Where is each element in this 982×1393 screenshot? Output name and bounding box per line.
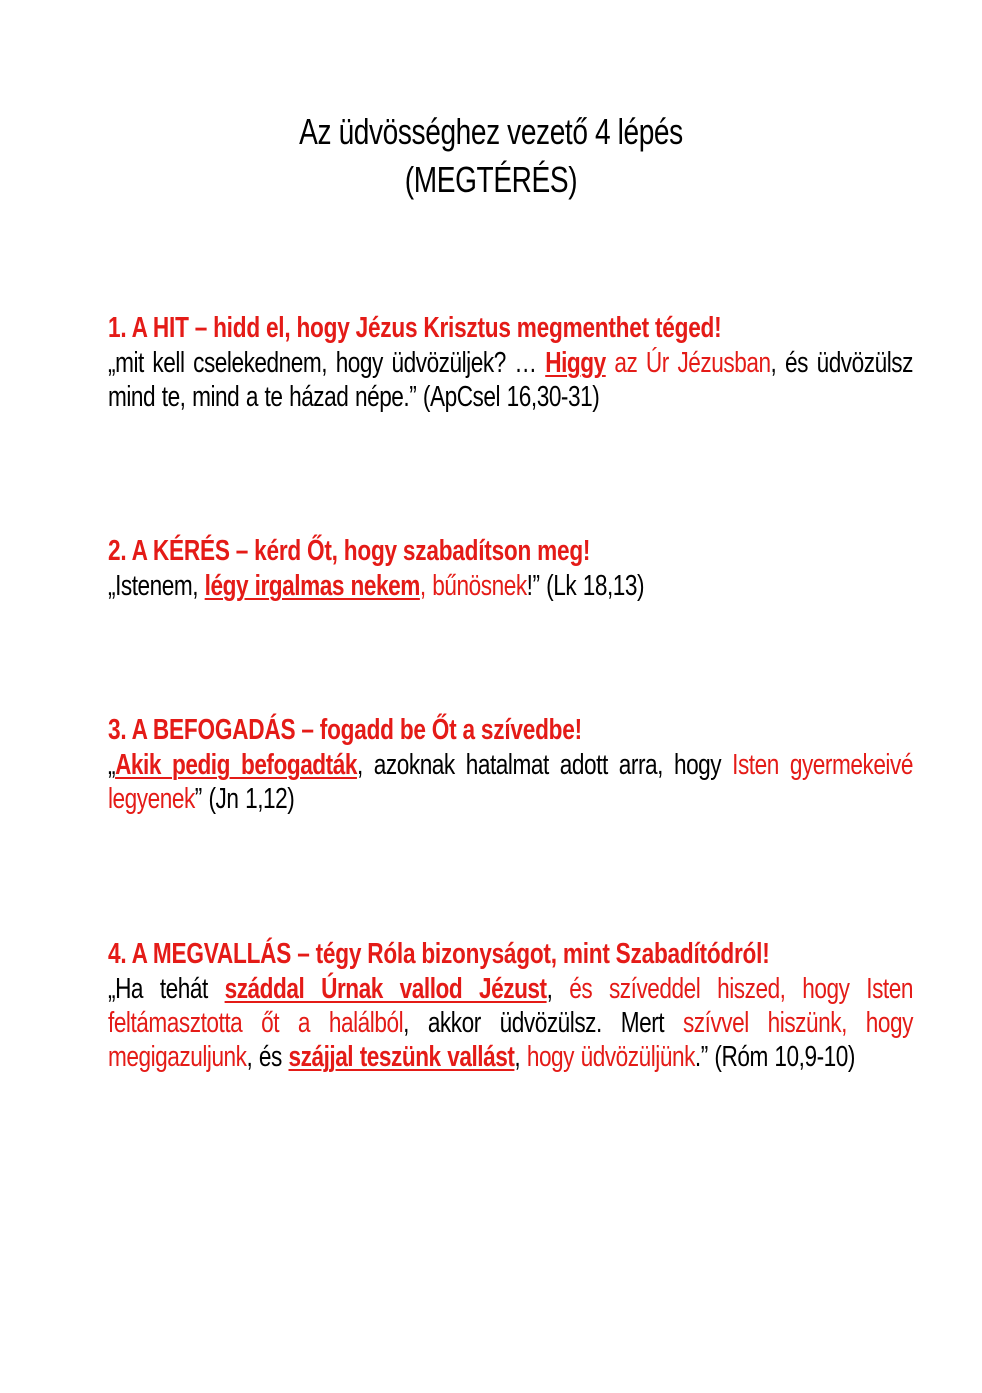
step-4-quote bbox=[108, 972, 913, 1074]
quote-highlight: légy irgalmas nekem bbox=[204, 570, 420, 602]
step-1-heading: 1. A HIT – hidd el, hogy Jézus Krisztus megmenthet téged! bbox=[108, 312, 722, 344]
step-2 bbox=[108, 533, 913, 603]
quote-text: „ bbox=[108, 749, 116, 781]
quote-red: Isten gyermekeivé legyenek bbox=[108, 749, 913, 815]
quote-text: , akkor üdvözülsz. Mert bbox=[403, 1007, 683, 1039]
quote-text: „Istenem, bbox=[108, 570, 205, 602]
quote-highlight: száddal Úrnak vallod Jézust bbox=[224, 973, 547, 1005]
quote-text: és üdvözülsz mind te, mind a te házad népe.” (ApCsel 16,30-31) bbox=[108, 347, 913, 413]
quote-text: , bbox=[770, 347, 777, 379]
quote-text: , bbox=[546, 973, 570, 1005]
quote-text: , és bbox=[246, 1041, 289, 1073]
step-4-heading: 4. A MEGVALLÁS – tégy Róla bizonyságot, mint Szabadítódról! bbox=[108, 938, 770, 970]
title-line-2: (MEGTÉRÉS) bbox=[404, 159, 578, 200]
quote-red: az Úr Jézusban bbox=[605, 347, 771, 379]
quote-red: hogy üdvözüljünk bbox=[526, 1041, 695, 1073]
page-title bbox=[108, 108, 874, 204]
step-2-quote bbox=[108, 569, 913, 603]
step-2-heading: 2. A KÉRÉS – kérd Őt, hogy szabadítson meg! bbox=[108, 535, 591, 567]
step-1 bbox=[108, 310, 913, 414]
quote-highlight: Akik pedig befogadták bbox=[115, 749, 357, 781]
quote-text: „Ha tehát bbox=[108, 973, 225, 1005]
step-3-heading: 3. A BEFOGADÁS – fogadd be Őt a szívedbe! bbox=[108, 714, 582, 746]
step-3-quote bbox=[108, 748, 913, 816]
step-3 bbox=[108, 712, 913, 816]
quote-highlight: Higgy bbox=[545, 347, 606, 379]
title-line-1: Az üdvösséghez vezető 4 lépés bbox=[299, 111, 683, 152]
quote-text: .” (Róm 10,9-10) bbox=[694, 1041, 855, 1073]
quote-text: !” (Lk 18,13) bbox=[526, 570, 645, 602]
quote-red: és szíveddel hiszed, hogy Isten feltámasztotta őt a halálból bbox=[108, 973, 913, 1039]
step-4 bbox=[108, 936, 913, 1074]
quote-text: , bbox=[514, 1041, 527, 1073]
step-1-quote bbox=[108, 346, 913, 414]
quote-text: , azoknak hatalmat adott arra, hogy bbox=[356, 749, 733, 781]
quote-red: , bűnösnek bbox=[419, 570, 527, 602]
quote-red: szívvel hiszünk, hogy megigazuljunk bbox=[108, 1007, 913, 1073]
quote-highlight: szájjal teszünk vallást bbox=[288, 1041, 515, 1073]
quote-text: „mit kell cselekednem, hogy üdvözüljek? … bbox=[108, 347, 546, 379]
quote-text: ” (Jn 1,12) bbox=[194, 783, 295, 815]
